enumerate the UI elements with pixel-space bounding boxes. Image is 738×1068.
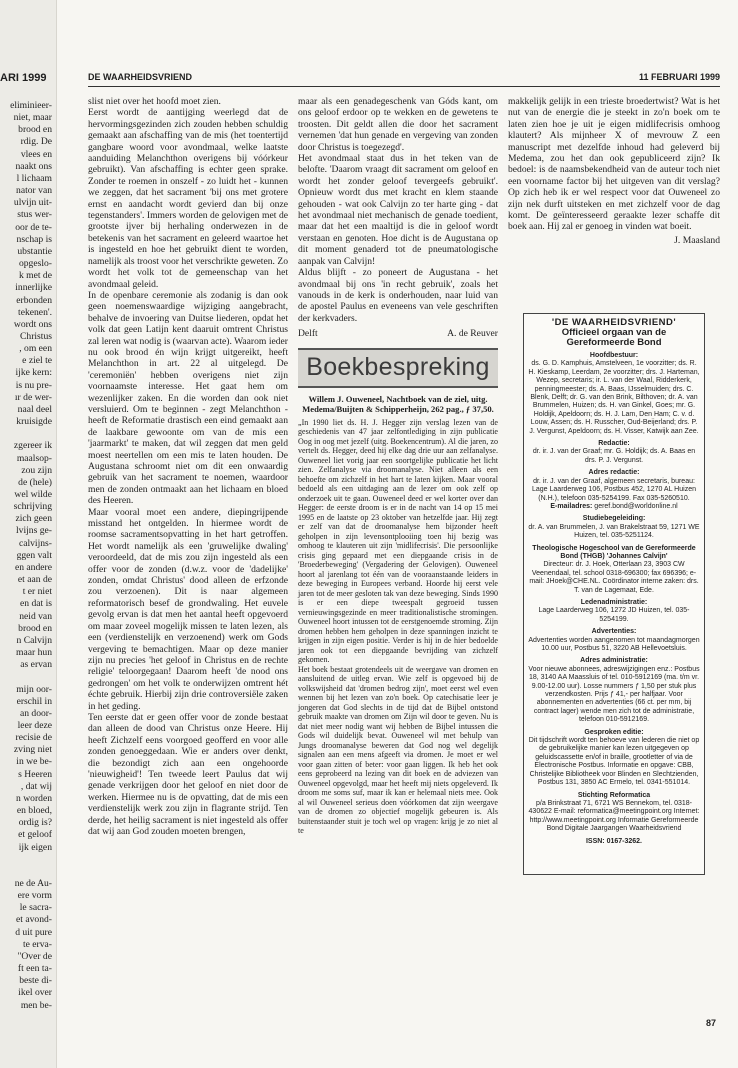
colophon-body: Advertenties worden aangenomen tot maandagmorgen 10.00 uur, Postbus 51, 3220 AB Hellevoetsluis. [528,636,700,652]
previous-page-line: stus wer- [17,209,52,221]
previous-page-line: oor de te- [15,221,52,233]
paragraph: Maar vooral moet een andere, diepingrijpende misstand het ontgelden. In hiermee wordt de roomse sacramentsopvatting in het hart getroffen. Het wordt namelijk als een 'gruwelijke dwaling' veroordeeld, dat de mis zou zijn ingesteld als een offer voor de zonden (d.w.z. voor de 'dadelijke' zonden, omdat Christus' dood alleen de erfzonde zou verzoenen). Dit is naar algemeen reformatorisch besef de grondwaling. Het euvele gevolg ervan is dat men het aantal heeft opgevoerd om maar zoveel mogelijk missen te laten lezen, als een (verdienstelijk en verzoenend) werk om Gods vergeving te bemachtigen. Maar op deze manier zijn nu precies 'het geloof in Christus en de rechte religie' teloorgegaan! Daarom heeft 'de nood ons gedrongen' om het volk te onderwijzen omtrent hét échte gebruik. Hierbij zijn drie controversiële zaken in het geding. [88,506,288,712]
previous-page-line: , om een [19,343,52,355]
colophon-heading: Advertenties: [591,628,637,636]
colophon-heading: Adres administratie: [580,657,648,665]
previous-page-line: de (hele) [18,476,52,488]
review-section-heading: Boekbespreking [298,348,498,388]
column-2 [298,96,498,836]
previous-page-line: ere vorm [17,890,52,902]
previous-page-line: innerlijke [15,282,52,294]
previous-page-line: wel wilde [14,489,52,500]
previous-page-line: wordt ons [13,318,52,330]
previous-page-line: n Calvijn [16,634,52,646]
colophon-heading: Theologische Hogeschool van de Gereformeerde Bond (THGB) 'Johannes Calvijn' [532,544,696,560]
previous-page-line: brood en [18,124,52,136]
colophon-heading: Redactie: [598,440,630,448]
previous-page-text [0,100,52,1012]
paragraph: maar als een genadegeschenk van Góds kant, om ons geloof erdoor op te wekken en de gewetens te troosten. Dit geldt allen die door het sacrament vernemen 'dat hun genade en vergeving van zonden door Christus is toegezegd'. [298,96,498,153]
previous-page-line: ubstantie [17,245,52,257]
previous-page-line: zich geen [15,513,52,525]
page-header [88,72,720,87]
previous-page-line: ır de wer- [14,391,52,403]
previous-page-line: maalsop- [16,452,52,464]
book-review [298,418,498,836]
previous-page-line: ft een ta- [17,963,52,975]
previous-page-line: nator van [16,185,52,197]
review-paragraph: Het boek bestaat grotendeels uit de weergave van dromen en aansluitend de uitleg ervan. Wie zelf is opgevoed bij de volkswijsheid dat 'dromen bedrog zijn', moet eerst wel even wennen bij het lezen van zo'n boek. Op catechisatie leer je jongeren dat God slechts in de tijd dat de Bijbel ontstond gebruik maakte van dromen om Zijn wil door te geven. Nu is dat niet meer nodig want wij hebben de Bijbel intussen die Gods wil duidelijk bevat. Ouweneel wil met behulp van Jungs droomanalyse beweren dat God nog wel degelijk signalen aan een mens afgeeft via dromen. Je moet er wel voor gaan zitten of beter: voor gaan liggen. Ik heb het ook eens geprobeerd na lezing van dit boek en de adviezen van Ouweneel opgevolgd, maar het heeft mij niets opgeleverd. Ik droom me soms suf, maar ik kan er helemaal niets mee. Ook al wil Ouweneel serieus doen vóórkomen dat zijn weergave van de dromen zo objectief mogelijk gebeuren is. Als buitenstaander stuit je toch wel op vragen: krijg je zo niet al te [298,664,498,836]
previous-page-line: mijn oor- [16,683,52,695]
colophon-email [528,503,700,511]
previous-page-line: , dat wij [20,780,52,792]
previous-page-line [0,854,52,866]
colophon-body: Directeur: dr. J. Hoek, Otterlaan 23, 3903 CW Veenendaal, tel. school 0318-696300; fax 696396; e-mail: JHoek@CHE.NL. Coördinator interne zaken: drs. T. van de Lagemaat, Ede. [529,561,699,594]
previous-page-line: schrijving [13,501,52,513]
previous-page-line: t er niet [22,586,52,598]
previous-page-line: recisie de [15,732,52,744]
column-3 [508,96,720,246]
previous-page-line: is nu pre- [15,379,52,391]
colophon-title: 'DE WAARHEIDSVRIEND' [551,317,677,328]
previous-page-line: l lichaam [16,172,52,184]
previous-page-line: k met de [18,270,52,282]
previous-page-line [0,428,52,440]
previous-page-line: te erva- [22,938,52,950]
previous-page-line: lvijns ge- [16,525,52,537]
previous-page-line: opgeslo- [18,258,52,270]
previous-page-line: vlees en [20,148,52,160]
previous-page-line: naakt ons [15,160,52,172]
colophon-body: Voor nieuwe abonnees, adreswijzigingen enz.: Postbus 18, 3140 AA Maassluis of tel. 010-5912169 (ma. t/m vr. 9.00-12.00 uur). Losse nummers ƒ 1,50 per stuk plus verzendkosten. Prijs ƒ 41,- per halfjaar. Voor abonnementen en advertenties (66 ct. per mm, bij contract lager) wende men zich tot de administratie, telefoon 010-5912169. [528,665,700,724]
colophon-body: p/a Brinkstraat 71, 6721 WS Bennekom, tel. 0318-430622 E-mail: reformatica@meetingpoint.org Internet: http://www.meetingpoint.org Informatie Gereformeerde Bond Digitale Jaargangen Waarheidsvriend [528,799,700,833]
colophon-heading: Adres redactie: [588,469,640,477]
paragraph: Ten eerste dat er geen offer voor de zonde bestaat dan alleen de dood van Christus onze Heere. Hij heeft Zichzelf eens voorgoed geofferd en voor alle zonden genoeggedaan. Wie er anders over denkt, die bezondigt zich aan een ongehoorde 'nieuwigheid'! Ten tweede leert Paulus dat wij genade verkrijgen door het geloof en niet door de werken. Hiermee nu is de opvatting, dat de mis een verdienstelijk werk zou zijn in flagrante strijd. Ten derde, het heilig sacrament is niet ingesteld als offer dat wij aan God zouden moeten brengen, [88,711,288,837]
previous-page-line: maar hun [16,647,52,659]
previous-page-line [0,671,52,683]
previous-page-line: ordig is? [18,817,52,829]
review-author: J. Maasland [674,234,720,246]
previous-page-line: e ziel te [22,355,52,367]
previous-page-line: ijke kern: [15,367,52,379]
previous-page-line: ikel over [18,987,52,999]
previous-page-line: eliminieer- [10,100,52,111]
colophon-body: Lage Laarderweg 106, 1272 JD Huizen, tel. 035-5254199. [538,607,690,623]
previous-page-line: ggen valt [16,549,52,561]
previous-page-line: "Over de [17,950,52,962]
previous-page-line: d uit pure [15,926,52,938]
previous-page-line: s Heeren [18,768,52,780]
previous-page-header: ARI 1999 [0,72,47,84]
book-citation: Willem J. Ouweneel, Nachtboek van de ziel, uitg. Medema/Buijten & Schipperheijn, 262 pag., ƒ 37,50. [302,393,494,414]
previous-page-line: ijk eigen [18,841,52,853]
previous-page-line: en dat is [20,598,52,610]
colophon-heading: Stichting Reformatica [577,791,651,799]
previous-page-line: zving niet [13,744,52,756]
previous-page-line: erbonden [16,294,52,306]
magazine-page [60,0,738,1068]
previous-page-line: beste di- [19,975,52,987]
previous-page-line: et aan de [17,574,52,586]
issn: ISSN: 0167-3262. [585,837,643,845]
paragraph: makkelijk gelijk in een trieste broedertwist? Wat is het nut van de energie die je steekt in zo'n boek om te laten zien hoe je uit je eigen midlifecrisis omhoog klautert? Als mijnheer X of mevrouw Z een manuscript met dezelfde inhoud had geleverd bij Medema, zou het dan ook gepubliceerd zijn? Ik bedoel: is de naamsbekendheid van de auteur toch niet een voorname factor bij het uitgeven van dit verslag? Op zich heb ik er wel respect voor dat Ouweneel zo zijn nek durft uitsteken en met zichzelf voor de dag komt. De geïnteresseerd geraakte lezer schaffe dit boek aan. Hij zal er genoeg in vinden wat boeit. [508,96,720,233]
previous-page-line: rdig. De [20,136,52,148]
previous-page-line: le sacra- [19,902,52,914]
paragraph: Eerst wordt de aantijging weerlegd dat de hervormingsgezinden zich zouden hebben schuldig gemaakt aan afschaffing van de mis (het toentertijd gangbare woord voor avondmaal, welke laatste aanduiding Melanchthon overigens bij vóórkeur gebruikt). Van afschaffing is echter geen sprake. Zonder te roemen in onszelf - zo luidt het - kunnen we zeggen, dat het sacrament 'bij ons met grotere ernst en aandacht wordt gevierd dan bij onze tegenstanders'. Immers worden de gelovigen met de grootste ijver bij herhaling onderwezen in de betekenis van het sacrament en geleerd waartoe het is ingesteld en hoe het gebruikt dient te worden, namelijk als troost voor het verschrikte geweten. Zo wordt het volk tot de gemeenschap van het avondmaal geleid. [88,107,288,290]
colophon-heading: Studiebegeleiding: [582,515,646,523]
colophon-body: dr. A. van Brummelen, J. van Brakelstraat 59, 1271 WE Huizen, tel. 035-5251124. [528,523,700,540]
previous-page-line: as ervan [20,659,52,671]
colophon-body: dr. ir. J. van der Graaf; mr. G. Holdijk; ds. A. Baas en drs. P. J. Vergunst. [532,448,696,464]
previous-page-line: an door- [19,707,52,719]
email-label: E-mailadres: [550,502,593,510]
signoff-author: A. de Reuver [447,328,498,340]
email-address: geref.bond@worldonline.nl [594,502,678,510]
previous-page-line: naal deel [17,403,52,415]
paragraph: Het avondmaal staat dus in het teken van de belofte. 'Daarom vraagt dit sacrament om geloof en wordt het zonder geloof tevergeefs gebruikt'. Opnieuw wordt dus met kracht en klem staande gehouden - wat ook Calvijn zo ter harte ging - dat het avondmaal niet mechanisch de genade toedient, maar dat het een maaltijd is die in geloof wordt verstaan en genoten. Hoe dicht is de Augustana op dit moment genaderd tot de pneumatologische aanpak van Calvijn! [298,153,498,267]
review-paragraph: „In 1990 liet ds. H. J. Hegger zijn verslag lezen van de geschiedenis van 47 jaar zelfontlediging in zijn publicatie Oog in oog met jezelf (uitg. Boekencentrum). Al die jaren, zo vertelt ds. Hegger, deed hij elke dag drie uur aan zelfanalyse. Ouweneel liet vorig jaar een soortgelijke publicatie het licht zien. Zelfanalyse via droomanalyse. Niet alleen als een behoefte om zichzelf in het hart te laten kijken. Maar vooral bedoeld als een uitdaging aan de lezer om ook zelf op onderzoek uit te gaan. Ouweneel deed er wel korter over dan Hegger: de eerste droom is er in de nacht van 14 op 15 mei 1995 en de laatste op 23 oktober van hetzelfde jaar. Hij zegt er zelf van dat de droomanalyse hem bijzonder heeft geholpen in zijn levensontplooiing toen hij bezig was omhoog te klauteren uit zijn 'midlifecrisis'. Die persoonlijke crisis ging gepaard met een diepgaande crisis in de 'Broederbeweging' (Vergadering der Gelovigen). Ouweneel hoort al jarenlang tot één van de vooraanstaande leiders in deze beweging in Europees verband. Hoorde hij eerst vele jaren tot de meer gesloten tak van deze beweging. Sinds 1990 is er een diepe tweespalt gegroeid tussen vernieuwingsgezinde en meer traditionalistische stromingen. Ouweneel hoort intussen tot de eerstgenoemde stroming. Zijn dromen hebben hem geholpen in deze spanningen inzicht te krijgen in zijn eigen positie. Verder is hij in de hier bedoelde jaren ook tot een diepgaande bevrijding van zichzelf gekomen. [298,417,498,665]
colophon-box [523,313,705,875]
colophon-body: ds. G. D. Kamphuis, Amstelveen, 1e voorzitter; ds. R. H. Kieskamp, Leerdam, 2e voorzitter; drs. J. Harteman, Wezep, secretaris; ir. L. van der Waal, Ridderkerk, penningmeester; ds. A. Baas, IJsselmuiden; drs. C. Blenk, Delft; dr. G. van den Brink, Bilthoven; dr. A. van Brummelen, Huizen; ds. H. van Ginkel, Goes; mr. G. Holdijk, Apeldoorn; ds. H. J. Lam, Den Ham; C. v. d. Louw, Assen; ds. H. Russcher, Oud-Beijerland; drs. P. J. Vergunst, Apeldoorn; ds. H. Visser, Katwijk aan Zee. [528,360,700,435]
previous-page-line: niet, maar [13,112,52,124]
previous-page-line: nschap is [16,233,52,245]
previous-page-line: men be- [20,999,52,1011]
colophon-subtitle: Officieel orgaan van de Gereformeerde Bond [561,327,667,348]
previous-page-line: en andere [14,561,52,573]
colophon-body: Dit tijdschrift wordt ten behoeve van lederen die niet op de gebruikelijke manier kan lezen uitgegeven op geluidscassette en/of in braille, grootletter of via de Electronische Postbus. Informatie en opgave: CBB, Christelijke Bibliotheek voor Blinden en Slechtzienden, Postbus 131, 3850 AC Ermelo, tel. 0341-551014. [528,737,700,787]
colophon-body: dr. ir. J. van der Graaf, algemeen secretaris, bureau: Lage Laarderweg 106, Postbus 452, 1270 AL Huizen (N.H.), telefoon 035-5254199. Fax 035-5260510. [532,477,696,502]
paragraph: Aldus blijft - zo poneert de Augustana - het avondmaal bij ons 'in recht gebruik', zoals het vanouds in de kerk is onderhouden, naar luid van de apostel Paulus en eveneens van vele geschriften der kerkvaders. [298,267,498,324]
paragraph: slist niet over het hoofd moet zien. [88,96,221,107]
article-signoff [298,328,498,339]
previous-page-line: zou zijn [21,464,52,476]
previous-page-line: neid van [19,610,52,622]
previous-page-line: ne de Au- [14,878,52,889]
previous-page-line: leer deze [17,719,52,731]
previous-page-line: Christus [20,330,52,342]
previous-page-line: erschil in [16,695,52,707]
previous-page-line: tekenen'. [18,306,52,318]
previous-page-line: ulvijn uit- [13,197,52,209]
colophon-heading: Hoofdbestuur: [589,352,639,359]
previous-page-line: zgereer ik [13,440,52,452]
previous-page-line: kruisigde [16,416,52,428]
paragraph: In de openbare ceremonie als zodanig is dan ook geen noemenswaardige wijziging aangebracht, behalve de invoering van Duitse liederen, opdat het volk dat geen Latijn kent daaruit omtrent Christus zal leren wat nodig is (waarvan acte). Waarom ieder nu ook brood én wijn krijgt uitgereikt, heeft Melanchthon in art. 22 al uitgelegd. De 'ceremoniën' hebben overigens niet zijn voornaamste interesse. Het gaat hem om wezenlijker zaken. En die worden dan ook niet versluierd. Om te beginnen - zegt Melanchthon - heeft de Reformatie drastisch een eind gemaakt aan de laakbare gewoonte om van de mis een 'jaarmarkt' te maken, dat wil zeggen dat men geld moest neertellen om een mis te laten houden. De Augustana schroomt niet om dit een onwaardig gebruik van het sacrament te noemen, waardoor men de zonden ontmaakt aan het lichaam en bloed des Heeren. [88,289,288,507]
previous-page-line: in we be- [16,756,52,768]
signoff-place: Delft [298,328,318,340]
previous-page-line: et geloof [18,829,52,841]
colophon-heading: Ledenadministratie: [580,598,648,606]
previous-page-line: en bloed, [16,805,52,817]
previous-page-line: brood en [18,622,52,634]
issue-date: 11 FEBRUARI 1999 [638,72,720,82]
publication-name: DE WAARHEIDSVRIEND [88,72,193,82]
previous-page-strip [0,0,57,1068]
column-1 [88,96,288,837]
page-number: 87 [705,1018,716,1028]
previous-page-line [0,866,52,878]
colophon-heading: Gesproken editie: [584,728,644,736]
previous-page-line: calvijns- [18,537,52,549]
previous-page-line: n worden [16,792,52,804]
previous-page-line: et avond- [16,914,52,926]
